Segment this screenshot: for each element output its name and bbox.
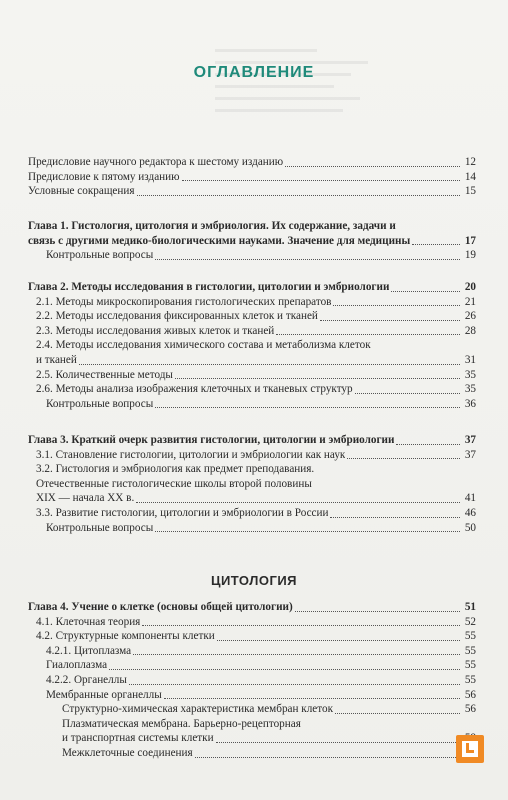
- toc-entry: 2.4. Методы исследования химического состава и метаболизма клеток: [36, 339, 371, 352]
- toc-entry: 3.3. Развитие гистологии, цитологии и эмбриологии в России 46: [36, 506, 476, 519]
- toc-entry: Условные сокращения 15: [28, 185, 476, 198]
- toc-entry: Плазматическая мембрана. Барьерно-рецепторная: [62, 717, 301, 730]
- toc-entry: 3.2. Гистология и эмбриология как предмет преподавания.: [36, 463, 315, 476]
- toc-entry: Межклеточные соединения: [28, 746, 476, 761]
- toc-entry: Предисловие к пятому изданию 14: [28, 170, 476, 183]
- toc-entry: 4.1. Клеточная теория 52: [36, 615, 476, 628]
- litres-logo-icon: [456, 735, 484, 763]
- bleed-through-text: [215, 40, 385, 160]
- toc-entry: и транспортная системы клетки: [28, 731, 476, 746]
- toc-entry: Контрольные вопросы 36: [46, 397, 476, 410]
- toc-entry: Контрольные вопросы 50: [46, 521, 476, 534]
- toc-chapter-3: [28, 433, 476, 535]
- toc-chapter-4: [28, 600, 476, 761]
- section-title: ЦИТОЛОГИЯ: [210, 573, 298, 588]
- toc-entry: 2.1. Методы микроскопирования гистологических препаратов 21: [36, 295, 476, 308]
- page-title: ОГЛАВЛЕНИЕ: [193, 64, 315, 81]
- toc-entry: Предисловие научного редактора к шестому изданию 12: [28, 156, 476, 168]
- toc-entry: 2.5. Количественные методы 35: [36, 368, 476, 381]
- toc-entry: Мембранные органеллы 56: [46, 688, 476, 701]
- toc-entry: XIX — начала XX в. 41: [36, 492, 476, 505]
- toc-entry: 4.2.2. Органеллы 55: [46, 673, 476, 686]
- toc-entry: Структурно-химическая характеристика мембран клеток 56: [62, 703, 476, 716]
- toc-entry: 2.6. Методы анализа изображения клеточных и тканевых структур 35: [36, 383, 476, 396]
- toc-entry: 3.1. Становление гистологии, цитологии и эмбриологии как наук 37: [36, 448, 476, 461]
- chapter-title: Глава 4. Учение о клетке (основы общей цитологии) 51: [28, 601, 476, 613]
- chapter-title: Глава 3. Краткий очерк развития гистологии, цитологии и эмбриологии 37: [28, 434, 476, 446]
- chapter-title: Глава 1. Гистология, цитология и эмбриология. Их содержание, задачи и: [28, 220, 396, 232]
- toc-prefaces: [28, 155, 476, 199]
- toc-entry: Отечественные гистологические школы второй половины: [36, 477, 312, 490]
- chapter-title: связь с другими медико-биологическими науками. Значение для медицины 17: [28, 234, 476, 247]
- chapter-title: Глава 2. Методы исследования в гистологии, цитологии и эмбриологии 20: [28, 281, 476, 293]
- toc-entry: 4.2.1. Цитоплазма 55: [46, 644, 476, 657]
- toc-entry: Контрольные вопросы 19: [46, 249, 476, 262]
- toc-chapter-2: [28, 280, 476, 411]
- toc-entry: Гиалоплазма 55: [46, 659, 476, 672]
- toc-chapter-1: [28, 219, 476, 263]
- toc-entry: и тканей 31: [36, 353, 476, 366]
- toc-entry: 2.2. Методы исследования фиксированных клеток и тканей 26: [36, 310, 476, 323]
- toc-entry: 4.2. Структурные компоненты клетки 55: [36, 630, 476, 643]
- toc-entry: 2.3. Методы исследования живых клеток и тканей 28: [36, 324, 476, 337]
